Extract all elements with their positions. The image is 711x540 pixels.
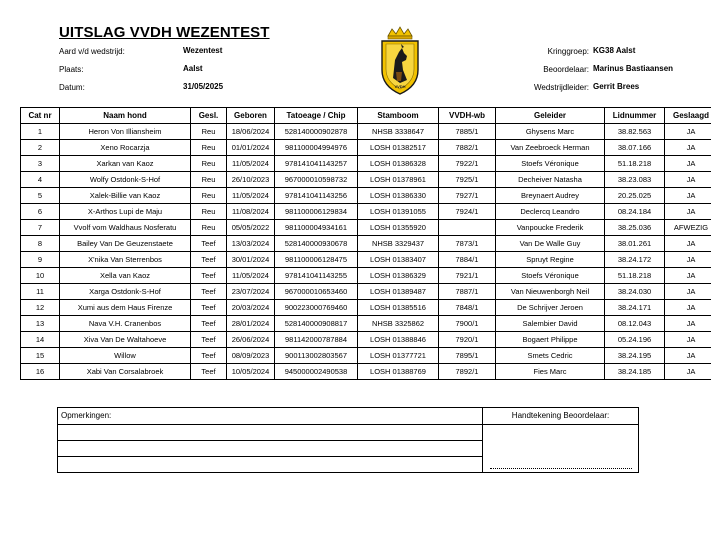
table-cell: Fies Marc [496,364,605,380]
table-cell: 16 [21,364,60,380]
field-value-plaats: Aalst [183,64,203,73]
table-cell: 20/03/2024 [227,300,275,316]
table-cell: 2 [21,140,60,156]
table-cell: 05/05/2022 [227,220,275,236]
table-cell: Reu [191,156,227,172]
table-row [21,220,711,236]
table-cell: 38.23.083 [605,172,665,188]
table-cell: Stoefs Véronique [496,156,605,172]
table-cell: Xumi aus dem Haus Firenze [60,300,191,316]
table-cell: 11 [21,284,60,300]
table-cell: Xalek-Billie van Kaoz [60,188,191,204]
table-cell: Vvolf vom Waldhaus Nosferatu [60,220,191,236]
table-cell: LOSH 01383407 [358,252,439,268]
table-cell: LOSH 01377721 [358,348,439,364]
table-row [21,124,711,140]
table-cell: 11/08/2024 [227,204,275,220]
table-cell: 7885/1 [439,124,496,140]
field-value-wedstrijdleider: Gerrit Brees [593,82,640,91]
table-cell: AFWEZIG [665,220,711,236]
table-cell: JA [665,364,711,380]
table-cell: Reu [191,188,227,204]
table-cell: 8 [21,236,60,252]
table-row [21,236,711,252]
table-row [21,268,711,284]
table-cell: Heron Von Illiansheim [60,124,191,140]
column-header: Geslaagd [665,108,711,124]
signature-label: Handtekening Beoordelaar: [511,411,610,420]
column-header: Lidnummer [605,108,665,124]
table-cell: 18/06/2024 [227,124,275,140]
table-cell: 528140000930678 [275,236,358,252]
table-cell: 900223000769460 [275,300,358,316]
table-cell: 981100006128475 [275,252,358,268]
table-row [21,284,711,300]
table-cell: 7895/1 [439,348,496,364]
table-cell: 11/05/2024 [227,156,275,172]
table-cell: NHSB 3329437 [358,236,439,252]
table-cell: JA [665,348,711,364]
table-cell: NHSB 3338647 [358,124,439,140]
club-crest-icon [380,26,420,96]
table-cell: 08.12.043 [605,316,665,332]
table-row [21,332,711,348]
table-cell: 3 [21,156,60,172]
table-cell: JA [665,316,711,332]
table-cell: Nava V.H. Cranenbos [60,316,191,332]
field-value-kringgroep: KG38 Aalst [593,46,636,55]
table-cell: Teef [191,252,227,268]
table-cell: 10 [21,268,60,284]
table-cell: Bogaert Philippe [496,332,605,348]
table-cell: 7900/1 [439,316,496,332]
table-cell: 7 [21,220,60,236]
column-header: Geboren [227,108,275,124]
table-cell: LOSH 01386328 [358,156,439,172]
table-cell: Teef [191,284,227,300]
table-cell: 7873/1 [439,236,496,252]
table-cell: 6 [21,204,60,220]
table-cell: 5 [21,188,60,204]
table-cell: 38.07.166 [605,140,665,156]
table-cell: JA [665,236,711,252]
table-cell: 13 [21,316,60,332]
table-row [21,252,711,268]
table-cell: Van Nieuwenborgh Neil [496,284,605,300]
table-cell: LOSH 01388769 [358,364,439,380]
table-cell: 967000010598732 [275,172,358,188]
table-cell: X'nika Van Sterrenbos [60,252,191,268]
table-cell: 7892/1 [439,364,496,380]
table-cell: 11/05/2024 [227,268,275,284]
remarks-box [57,407,639,473]
table-cell: 38.24.172 [605,252,665,268]
field-label-datum: Datum: [59,83,85,92]
table-cell: Reu [191,172,227,188]
column-header: Cat nr [21,108,60,124]
table-cell: 10/05/2024 [227,364,275,380]
table-cell [439,220,496,236]
remarks-label: Opmerkingen: [61,411,112,420]
table-cell: 981100004934161 [275,220,358,236]
table-cell: 30/01/2024 [227,252,275,268]
table-cell: 11/05/2024 [227,188,275,204]
table-cell: Willow [60,348,191,364]
table-cell: 08/09/2023 [227,348,275,364]
table-cell: 13/03/2024 [227,236,275,252]
table-cell: 38.25.036 [605,220,665,236]
field-label-beoordelaar: Beoordelaar: [543,65,589,74]
table-cell: JA [665,124,711,140]
table-cell: De Schrijver Jeroen [496,300,605,316]
divider [58,456,482,457]
table-cell: Xarkan van Kaoz [60,156,191,172]
table-cell: LOSH 01378961 [358,172,439,188]
table-row [21,156,711,172]
table-cell: Teef [191,348,227,364]
table-cell: LOSH 01382517 [358,140,439,156]
table-cell: Wolfy Ostdonk-S-Hof [60,172,191,188]
column-header: Naam hond [60,108,191,124]
table-body [21,124,711,380]
page-title: UITSLAG VVDH WEZENTEST [59,24,270,41]
table-cell: LOSH 01386330 [358,188,439,204]
table-cell: Teef [191,236,227,252]
table-cell: JA [665,300,711,316]
table-cell: LOSH 01389487 [358,284,439,300]
table-cell: Xella van Kaoz [60,268,191,284]
table-row [21,140,711,156]
table-cell: NHSB 3325862 [358,316,439,332]
table-cell: 12 [21,300,60,316]
table-cell: 05.24.196 [605,332,665,348]
column-header: VVDH-wb [439,108,496,124]
divider [58,424,482,425]
field-value-beoordelaar: Marinus Bastiaansen [593,64,674,73]
table-row [21,300,711,316]
divider [483,424,638,425]
table-cell: 15 [21,348,60,364]
table-cell: 38.24.195 [605,348,665,364]
table-cell: 7922/1 [439,156,496,172]
table-cell: Smets Cedric [496,348,605,364]
table-cell: 981100004994976 [275,140,358,156]
table-row [21,348,711,364]
table-header-row [21,108,711,124]
table-cell: LOSH 01391055 [358,204,439,220]
table-cell: JA [665,268,711,284]
table-cell: Salembier David [496,316,605,332]
table-cell: Teef [191,364,227,380]
table-cell: 4 [21,172,60,188]
table-cell: 7921/1 [439,268,496,284]
table-cell: 38.82.563 [605,124,665,140]
table-cell: Bailey Van De Geuzenstaete [60,236,191,252]
table-cell: Xeno Rocarzja [60,140,191,156]
table-cell: JA [665,252,711,268]
table-cell: 900113002803567 [275,348,358,364]
table-cell: 528140000902878 [275,124,358,140]
table-cell: Vanpoucke Frederik [496,220,605,236]
table-cell: 7924/1 [439,204,496,220]
column-header: Geleider [496,108,605,124]
table-cell: Stoefs Véronique [496,268,605,284]
table-cell: 7925/1 [439,172,496,188]
table-cell: Xarga Ostdonk-S-Hof [60,284,191,300]
table-cell: Reu [191,140,227,156]
table-cell: JA [665,156,711,172]
table-cell: 981100006129834 [275,204,358,220]
table-cell: LOSH 01385516 [358,300,439,316]
table-cell: 38.24.185 [605,364,665,380]
table-cell: Spruyt Regine [496,252,605,268]
table-cell: 7927/1 [439,188,496,204]
table-cell: 51.18.218 [605,268,665,284]
table-cell: Teef [191,316,227,332]
field-label-plaats: Plaats: [59,65,84,74]
table-cell: 23/07/2024 [227,284,275,300]
table-cell: 1 [21,124,60,140]
table-row [21,172,711,188]
table-cell: LOSH 01355920 [358,220,439,236]
table-row [21,188,711,204]
table-cell: Reu [191,204,227,220]
column-header: Stamboom [358,108,439,124]
table-cell: Breynaert Audrey [496,188,605,204]
field-value-aard: Wezentest [183,46,223,55]
table-cell: 528140000908817 [275,316,358,332]
column-header: Gesl. [191,108,227,124]
column-header: Tatoeage / Chip [275,108,358,124]
table-row [21,316,711,332]
table-cell: 08.24.184 [605,204,665,220]
table-cell: 28/01/2024 [227,316,275,332]
table-cell: 38.01.261 [605,236,665,252]
table-cell: 51.18.218 [605,156,665,172]
table-cell: Van De Walle Guy [496,236,605,252]
table-cell: 38.24.171 [605,300,665,316]
table-cell: Xabi Van Corsalabroek [60,364,191,380]
table-cell: Reu [191,220,227,236]
table-cell: Van Zeebroeck Herman [496,140,605,156]
table-cell: 7884/1 [439,252,496,268]
table-cell: JA [665,284,711,300]
svg-text:VVDH: VVDH [394,84,406,89]
table-cell: Teef [191,300,227,316]
table-cell: JA [665,172,711,188]
table-cell: Teef [191,332,227,348]
table-cell: 7887/1 [439,284,496,300]
table-cell: Xiva Van De Waltahoeve [60,332,191,348]
table-cell: JA [665,332,711,348]
table-cell: 967000010653460 [275,284,358,300]
table-cell: Declercq Leandro [496,204,605,220]
table-cell: 01/01/2024 [227,140,275,156]
table-cell: 9 [21,252,60,268]
field-value-datum: 31/05/2025 [183,82,224,91]
table-cell: 7920/1 [439,332,496,348]
table-cell: Decheiver Natasha [496,172,605,188]
table-cell: JA [665,188,711,204]
table-cell: 981142000787884 [275,332,358,348]
field-label-kringgroep: Kringgroep: [547,47,589,56]
divider [58,440,482,441]
table-cell: 7882/1 [439,140,496,156]
table-cell: JA [665,140,711,156]
results-table [20,107,711,380]
signature-line[interactable] [490,468,632,469]
table-cell: 978141041143256 [275,188,358,204]
table-row [21,364,711,380]
table-cell: 26/06/2024 [227,332,275,348]
table-cell: X-Arthos Lupi de Maju [60,204,191,220]
table-cell: 38.24.030 [605,284,665,300]
table-cell: 7848/1 [439,300,496,316]
table-row [21,204,711,220]
table-cell: 26/10/2023 [227,172,275,188]
table-cell: 945000002490538 [275,364,358,380]
field-label-aard: Aard v/d wedstrijd: [59,47,125,56]
table-cell: 978141041143257 [275,156,358,172]
table-cell: LOSH 01386329 [358,268,439,284]
table-cell: 14 [21,332,60,348]
table-cell: Ghysens Marc [496,124,605,140]
table-cell: 978141041143255 [275,268,358,284]
table-cell: Reu [191,124,227,140]
table-cell: Teef [191,268,227,284]
table-cell: LOSH 01388846 [358,332,439,348]
table-cell: 20.25.025 [605,188,665,204]
field-label-wedstrijdleider: Wedstrijdleider: [534,83,589,92]
table-cell: JA [665,204,711,220]
